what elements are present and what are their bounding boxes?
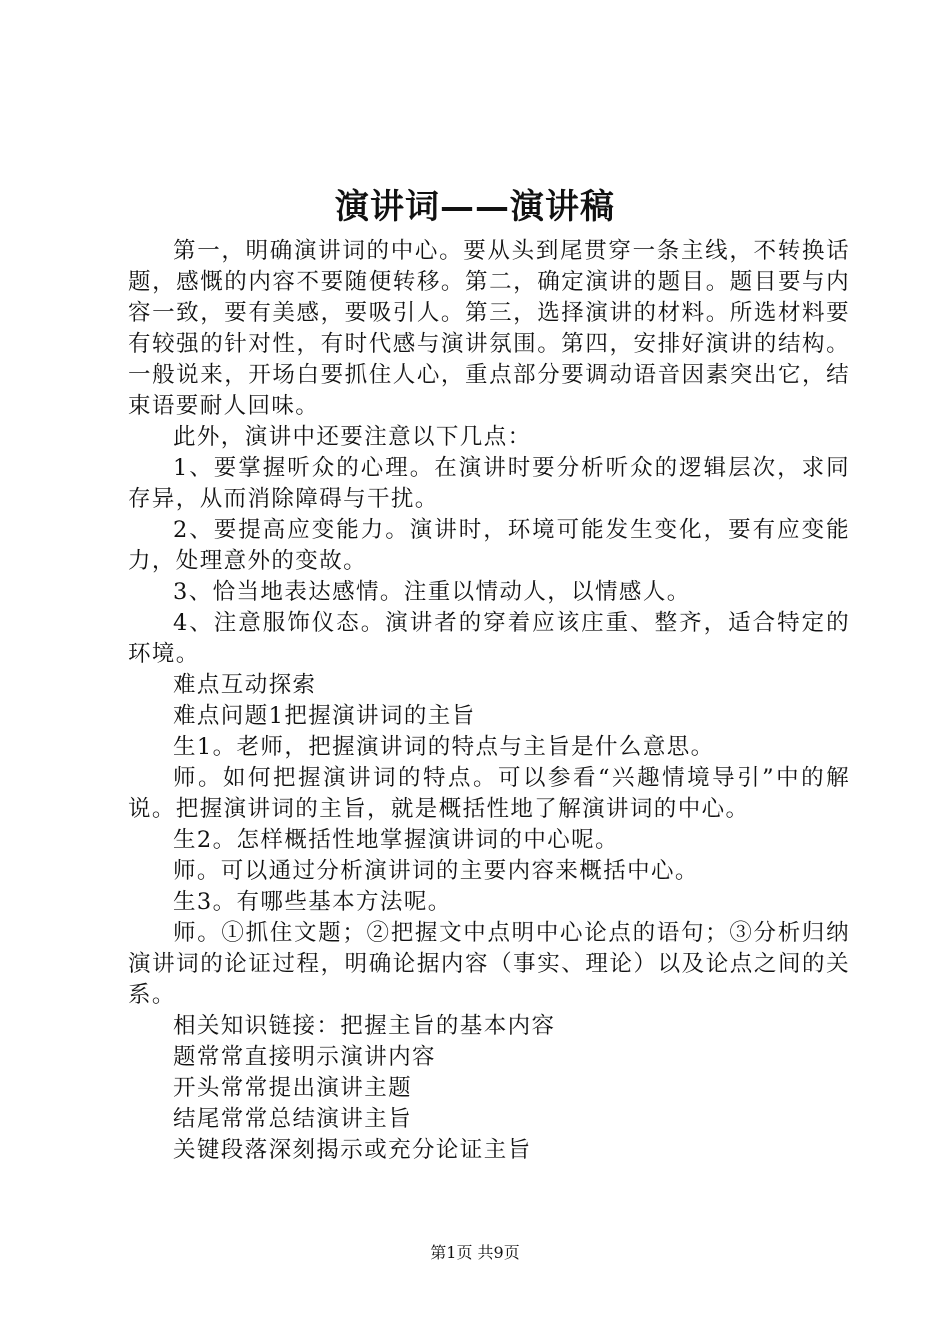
paragraph: 2、要提高应变能力。演讲时，环境可能发生变化，要有应变能力，处理意外的变故。	[128, 517, 850, 574]
paragraph: 相关知识链接：把握主旨的基本内容	[173, 1013, 556, 1039]
section-heading: 难点互动探索	[173, 672, 317, 698]
subsection-heading: 难点问题1把握演讲词的主旨	[173, 703, 476, 729]
document-body	[128, 236, 850, 1166]
list-item: 关键段落深刻揭示或充分论证主旨	[173, 1137, 532, 1163]
paragraph: 生1。老师，把握演讲词的特点与主旨是什么意思。	[173, 734, 715, 760]
list-item: 题常常直接明示演讲内容	[173, 1044, 436, 1070]
paragraph: 第一，明确演讲词的中心。要从头到尾贯穿一条主线，不转换话题，感慨的内容不要随便转移。第二，确定演讲的题目。题目要与内容一致，要有美感，要吸引人。第三，选择演讲的材料。所选材料要有较强的针对性，有时代感与演讲氛围。第四，安排好演讲的结构。一般说来，开场白要抓住人心，重点部分要调动语音因素突出它，结束语要耐人回味。	[128, 238, 850, 419]
paragraph: 4、注意服饰仪态。演讲者的穿着应该庄重、整齐，适合特定的环境。	[128, 610, 850, 667]
paragraph: 3、恰当地表达感情。注重以情动人，以情感人。	[173, 579, 691, 605]
paragraph: 生3。有哪些基本方法呢。	[173, 889, 452, 915]
document-title: 演讲词——演讲稿	[335, 187, 615, 227]
paragraph: 此外，演讲中还要注意以下几点：	[173, 424, 532, 450]
list-item: 结尾常常总结演讲主旨	[173, 1106, 413, 1132]
paragraph: 师。①抓住文题；②把握文中点明中心论点的语句；③分析归纳演讲词的论证过程，明确论据内容（事实、理论）以及论点之间的关系。	[128, 920, 850, 1008]
page-footer: 第1页 共9页	[430, 1243, 520, 1262]
paragraph: 1、要掌握听众的心理。在演讲时要分析听众的逻辑层次，求同存异，从而消除障碍与干扰。	[128, 455, 850, 512]
paragraph: 师。可以通过分析演讲词的主要内容来概括中心。	[173, 858, 699, 884]
list-item: 开头常常提出演讲主题	[173, 1075, 413, 1101]
paragraph: 师。如何把握演讲词的特点。可以参看“兴趣情境导引”中的解说。把握演讲词的主旨，就是概括性地了解演讲词的中心。	[128, 765, 850, 822]
paragraph: 生2。怎样概括性地掌握演讲词的中心呢。	[173, 827, 619, 853]
